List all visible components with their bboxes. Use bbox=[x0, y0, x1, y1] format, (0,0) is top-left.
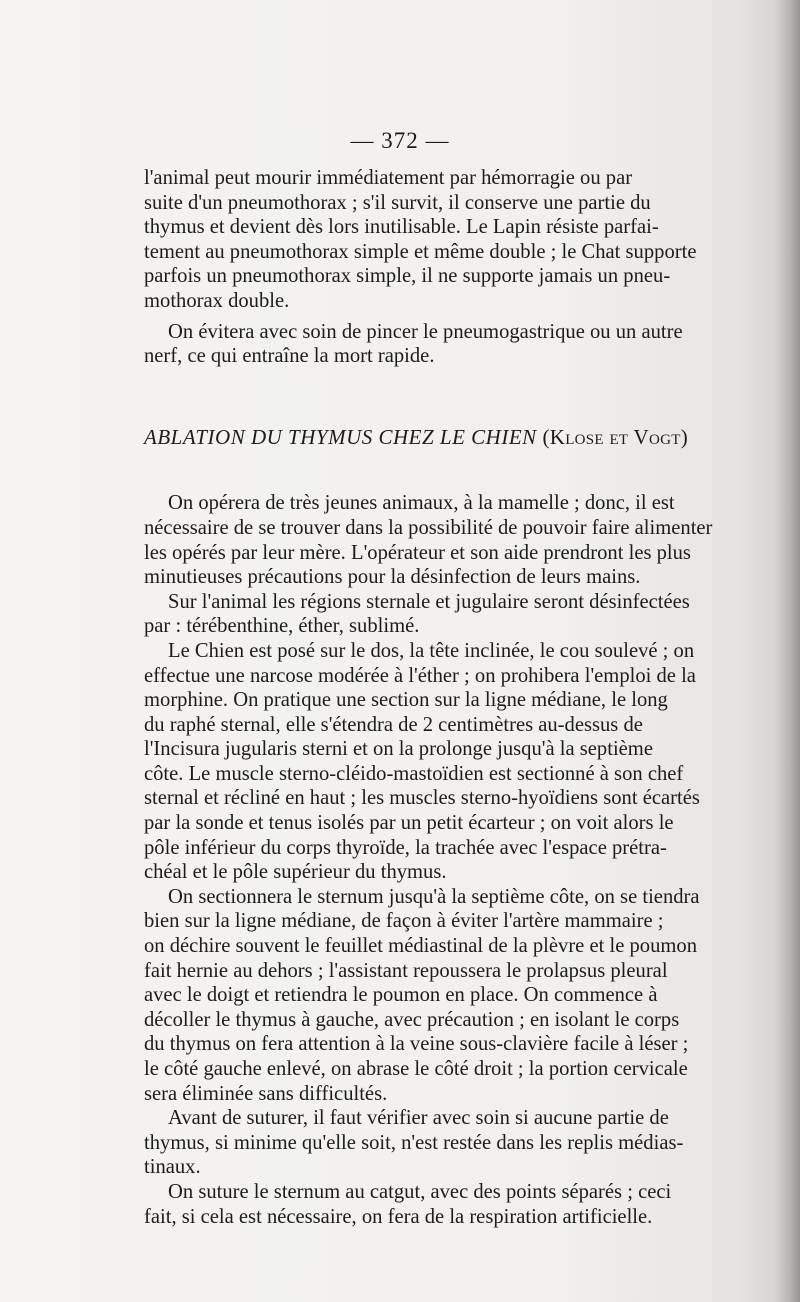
text-line: bien sur la ligne médiane, de façon à éviter l'artère mammaire ; bbox=[144, 910, 664, 933]
text-line: suite d'un pneumothorax ; s'il survit, il conserve une partie du bbox=[144, 191, 651, 214]
text-line: effectue une narcose modérée à l'éther ; on prohibera l'emploi de la bbox=[144, 664, 696, 687]
text-line: le côté gauche enlevé, on abrase le côté droit ; la portion cervicale bbox=[144, 1058, 688, 1080]
text-line: pôle inférieur du corps thyroïde, la trachée avec l'espace prétra- bbox=[144, 836, 667, 859]
text-line: tinaux. bbox=[144, 1156, 201, 1179]
section-heading bbox=[144, 425, 780, 450]
paragraph bbox=[144, 1180, 780, 1229]
text-line: thymus et devient dès lors inutilisable. Le Lapin résiste parfai- bbox=[144, 216, 659, 239]
text-line: du thymus on fera attention à la veine sous-clavière facile à léser ; bbox=[144, 1033, 689, 1056]
paragraph bbox=[144, 639, 780, 885]
text-line: On évitera avec soin de pincer le pneumogastrique ou un autre bbox=[168, 320, 683, 343]
text-line: On opérera de très jeunes animaux, à la mamelle ; donc, il est bbox=[168, 492, 675, 515]
text-line: sera éliminée sans difficultés. bbox=[144, 1082, 388, 1105]
text-line: nerf, ce qui entraîne la mort rapide. bbox=[144, 345, 435, 368]
paragraph bbox=[144, 166, 780, 314]
text-line: tement au pneumothorax simple et même double ; le Chat supporte bbox=[144, 240, 697, 263]
paragraph bbox=[144, 885, 780, 1106]
text-line: morphine. On pratique une section sur la ligne médiane, le long bbox=[144, 689, 668, 712]
text-line: Le Chien est posé sur le dos, la tête inclinée, le cou soulevé ; on bbox=[168, 639, 695, 662]
text-line: on déchire souvent le feuillet médiastinal de la plèvre et le poumon bbox=[144, 935, 697, 958]
text-line: décoller le thymus à gauche, avec précaution ; en isolant le corps bbox=[144, 1008, 680, 1031]
heading-authors: (Klose et Vogt) bbox=[542, 424, 689, 449]
text-line: par la sonde et tenus isolés par un petit écarteur ; on voit alors le bbox=[144, 812, 674, 835]
text-block bbox=[144, 166, 780, 1229]
text-line: l'animal peut mourir immédiatement par hémorragie ou par bbox=[144, 167, 633, 189]
text-line: On suture le sternum au catgut, avec des points séparés ; ceci bbox=[168, 1180, 672, 1203]
text-line: chéal et le pôle supérieur du thymus. bbox=[144, 861, 447, 884]
text-line: minutieuses précautions pour la désinfection de leurs mains. bbox=[144, 566, 641, 589]
paragraph bbox=[144, 320, 780, 369]
text-line: On sectionnera le sternum jusqu'à la septième côte, on se tiendra bbox=[168, 885, 700, 908]
intro-section bbox=[144, 166, 780, 369]
text-line: l'Incisura jugularis sterni et on la prolonge jusqu'à la septième bbox=[144, 738, 653, 761]
text-line: du raphé sternal, elle s'étendra de 2 centimètres au-dessus de bbox=[144, 713, 643, 736]
text-line: par : térébenthine, éther, sublimé. bbox=[144, 615, 420, 638]
text-line: les opérés par leur mère. L'opérateur et son aide prendront les plus bbox=[144, 541, 691, 564]
section-body bbox=[144, 491, 780, 1229]
text-line: avec le doigt et retiendra le poumon en place. On commence à bbox=[144, 984, 658, 1007]
text-line: thymus, si minime qu'elle soit, n'est restée dans les replis médias- bbox=[144, 1131, 684, 1154]
paragraph bbox=[144, 1106, 780, 1180]
text-line: fait, si cela est nécessaire, on fera de la respiration artificielle. bbox=[144, 1205, 653, 1228]
page-number: — 372 — bbox=[350, 128, 450, 153]
text-line: Sur l'animal les régions sternale et jugulaire seront désinfectées bbox=[168, 590, 690, 613]
text-line: nécessaire de se trouver dans la possibilité de pouvoir faire alimenter bbox=[144, 516, 713, 539]
text-line: fait hernie au dehors ; l'assistant repoussera le prolapsus pleural bbox=[144, 959, 668, 982]
heading-title: ABLATION DU THYMUS CHEZ LE CHIEN bbox=[144, 424, 537, 449]
text-line: parfois un pneumothorax simple, il ne supporte jamais un pneu- bbox=[144, 265, 671, 288]
text-line: côte. Le muscle sterno-cléido-mastoïdien est sectionné à son chef bbox=[144, 762, 684, 785]
paragraph bbox=[144, 491, 780, 589]
text-line: sternal et récliné en haut ; les muscles sterno-hyoïdiens sont écartés bbox=[144, 787, 700, 810]
text-line: Avant de suturer, il faut vérifier avec soin si aucune partie de bbox=[168, 1107, 669, 1130]
paragraph bbox=[144, 590, 780, 639]
text-line: mothorax double. bbox=[144, 289, 290, 312]
